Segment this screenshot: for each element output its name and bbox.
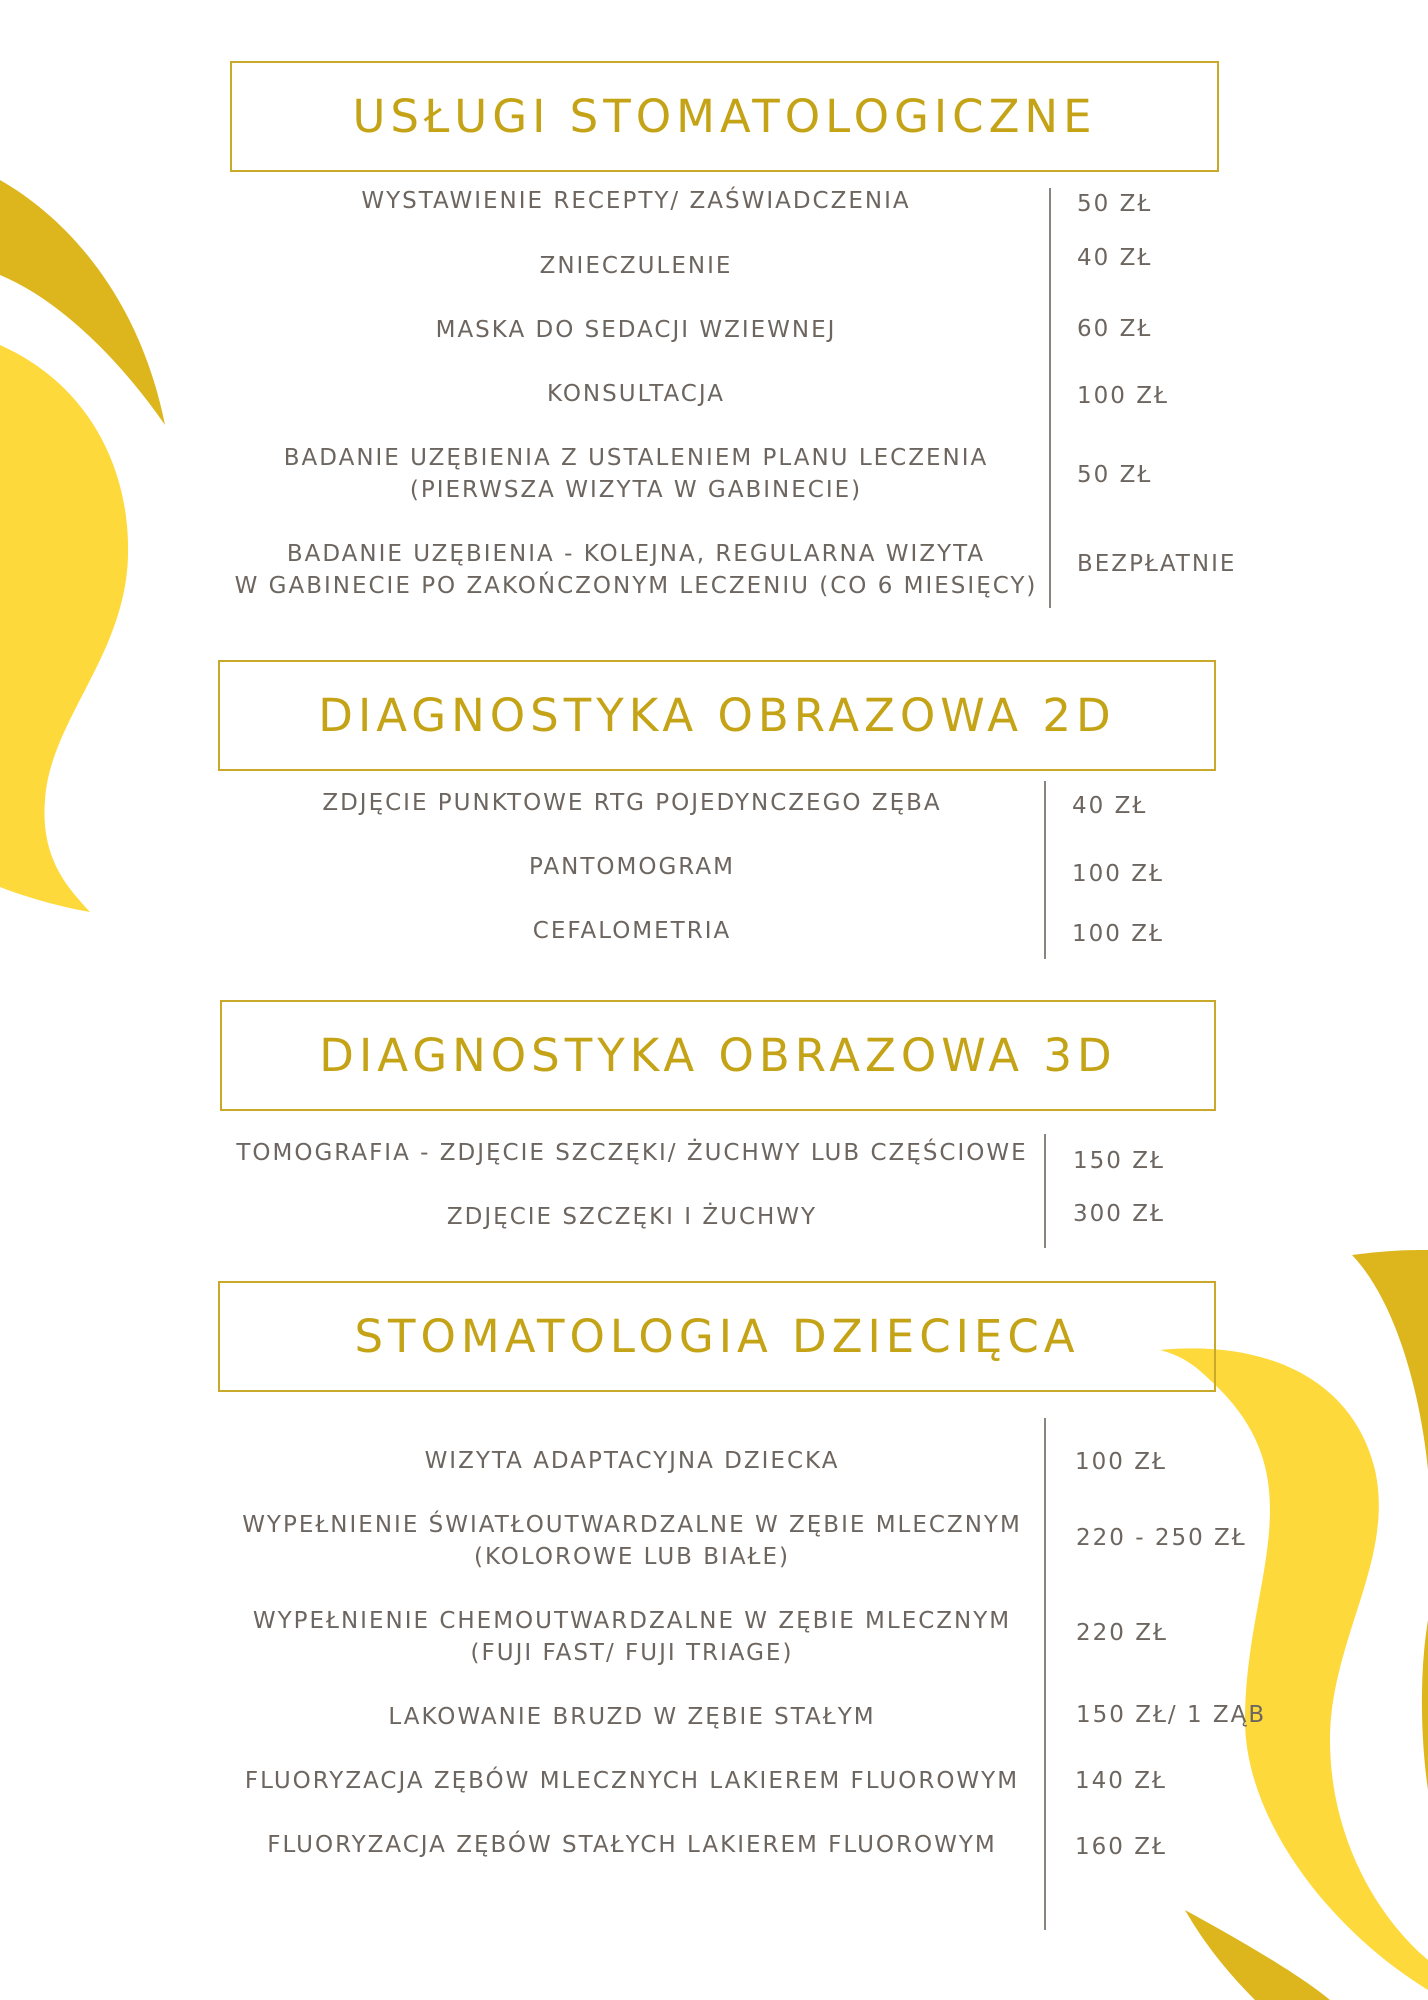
item-price: 50 ZŁ bbox=[1077, 462, 1153, 488]
list-item bbox=[202, 1605, 1062, 1669]
list-item: ZDJĘCIE PUNKTOWE RTG POJEDYNCZEGO ZĘBA bbox=[322, 790, 942, 816]
item-price: 160 ZŁ bbox=[1075, 1834, 1167, 1860]
right-ochre-wave-2 bbox=[1422, 1620, 1428, 1790]
list-item: FLUORYZACJA ZĘBÓW MLECZNYCH LAKIEREM FLUOROWYM bbox=[244, 1768, 1020, 1794]
list-item: WYSTAWIENIE RECEPTY/ ZAŚWIADCZENIA bbox=[361, 188, 911, 214]
item-name-line2: (FUJI FAST/ FUJI TRIAGE) bbox=[470, 1640, 794, 1666]
item-price: 220 ZŁ bbox=[1076, 1620, 1168, 1646]
right-yellow-wave bbox=[1160, 1348, 1428, 1990]
item-name-line1: BADANIE UZĘBIENIA - KOLEJNA, REGULARNA WIZYTA bbox=[286, 541, 986, 567]
item-price: 100 ZŁ bbox=[1075, 1449, 1167, 1475]
item-price: 50 ZŁ bbox=[1077, 191, 1153, 217]
list-item: PANTOMOGRAM bbox=[529, 854, 735, 880]
item-name-line2: W GABINECIE PO ZAKOŃCZONYM LECZENIU (CO 6 MIESIĘCY) bbox=[234, 573, 1038, 599]
section-title-stomatologia-dziecieca: STOMATOLOGIA DZIECIĘCA bbox=[218, 1281, 1216, 1392]
item-price: 60 ZŁ bbox=[1077, 316, 1153, 342]
item-price: 140 ZŁ bbox=[1075, 1768, 1167, 1794]
item-price: 220 - 250 ZŁ bbox=[1076, 1525, 1247, 1551]
section-title-uslugi: USŁUGI STOMATOLOGICZNE bbox=[230, 61, 1219, 172]
item-price: 150 ZŁ bbox=[1073, 1148, 1165, 1174]
item-name-line1: WYPEŁNIENIE CHEMOUTWARDZALNE W ZĘBIE MLECZNYM bbox=[252, 1608, 1012, 1634]
item-name-line2: (KOLOROWE LUB BIAŁE) bbox=[474, 1544, 790, 1570]
list-item: TOMOGRAFIA - ZDJĘCIE SZCZĘKI/ ŻUCHWY LUB CZĘŚCIOWE bbox=[236, 1140, 1028, 1166]
list-item: MASKA DO SEDACJI WZIEWNEJ bbox=[435, 317, 837, 343]
list-item: ZDJĘCIE SZCZĘKI I ŻUCHWY bbox=[446, 1204, 818, 1230]
item-price: BEZPŁATNIE bbox=[1077, 551, 1237, 577]
item-price: 150 ZŁ/ 1 ZĄB bbox=[1076, 1702, 1267, 1728]
list-item: ZNIECZULENIE bbox=[539, 253, 733, 279]
list-item: CEFALOMETRIA bbox=[532, 918, 732, 944]
item-price: 100 ZŁ bbox=[1072, 921, 1164, 947]
list-item: KONSULTACJA bbox=[547, 381, 725, 407]
section-title-diag-3d: DIAGNOSTYKA OBRAZOWA 3D bbox=[220, 1000, 1216, 1111]
item-name-line1: WYPEŁNIENIE ŚWIATŁOUTWARDZALNE W ZĘBIE MLECZNYM bbox=[242, 1512, 1022, 1538]
list-item: LAKOWANIE BRUZD W ZĘBIE STAŁYM bbox=[388, 1704, 876, 1730]
list-item: WIZYTA ADAPTACYJNA DZIECKA bbox=[424, 1448, 840, 1474]
list-item bbox=[206, 442, 1066, 506]
list-item: FLUORYZACJA ZĘBÓW STAŁYCH LAKIEREM FLUOROWYM bbox=[267, 1832, 997, 1858]
item-price: 100 ZŁ bbox=[1077, 383, 1169, 409]
item-price: 40 ZŁ bbox=[1072, 793, 1148, 819]
list-item bbox=[206, 538, 1066, 602]
item-name-line2: (PIERWSZA WIZYTA W GABINECIE) bbox=[409, 477, 863, 503]
item-price: 300 ZŁ bbox=[1073, 1201, 1165, 1227]
section-title-diag-2d: DIAGNOSTYKA OBRAZOWA 2D bbox=[218, 660, 1216, 771]
left-yellow-wave bbox=[0, 345, 128, 912]
item-name-line1: BADANIE UZĘBIENIA Z USTALENIEM PLANU LECZENIA bbox=[283, 445, 989, 471]
item-price: 100 ZŁ bbox=[1072, 861, 1164, 887]
bottom-ochre-wave bbox=[1185, 1910, 1330, 2000]
list-item bbox=[202, 1509, 1062, 1573]
right-ochre-wave bbox=[1352, 1250, 1428, 1470]
item-price: 40 ZŁ bbox=[1077, 245, 1153, 271]
